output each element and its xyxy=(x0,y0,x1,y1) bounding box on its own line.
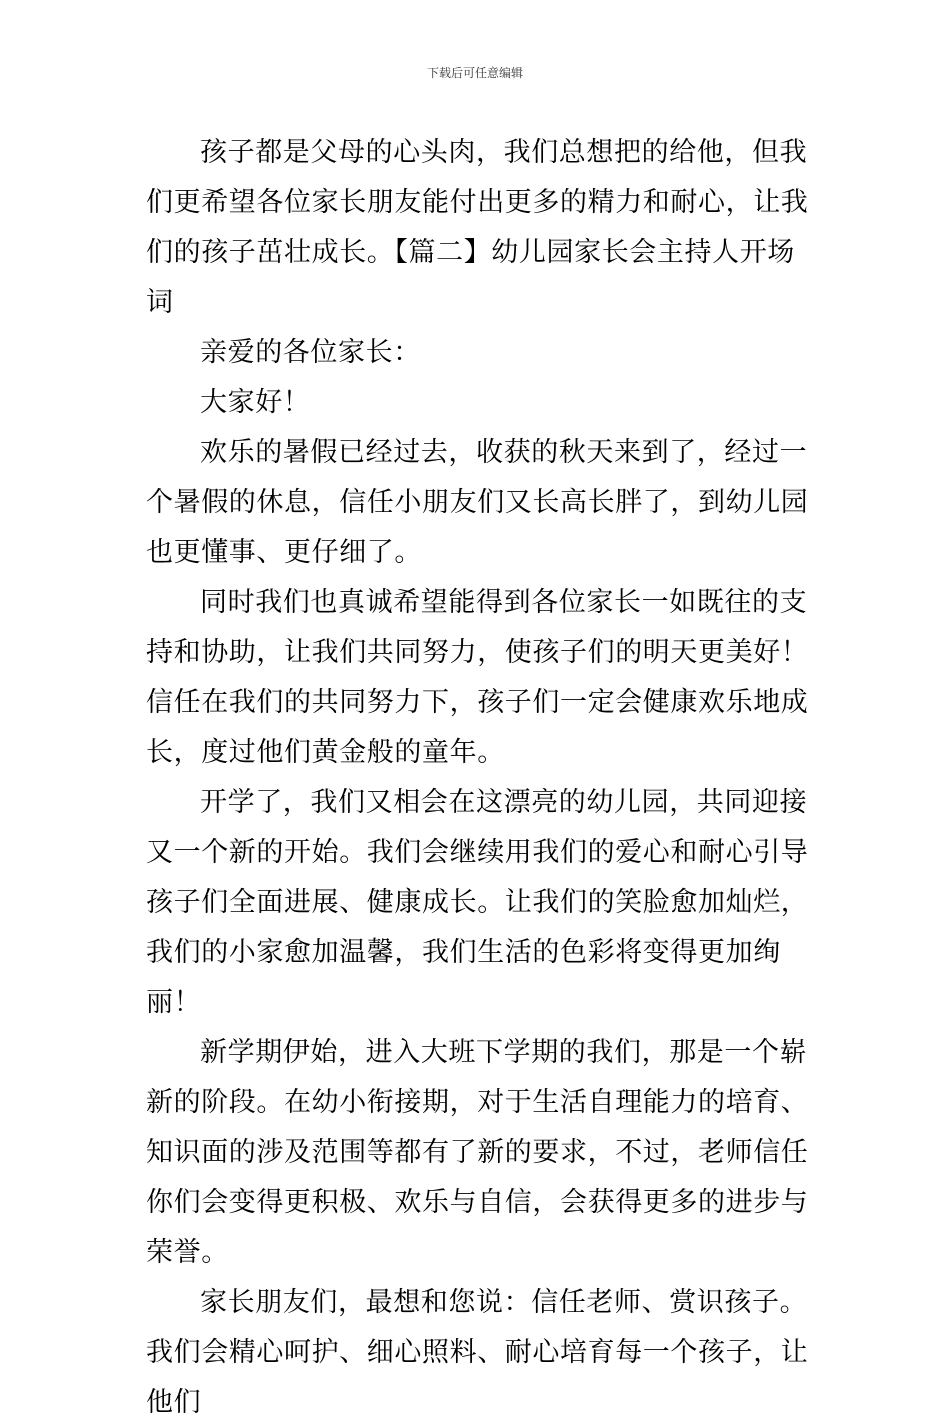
paragraph: 欢乐的暑假已经过去，收获的秋天来到了，经过一个暑假的休息，信任小朋友们又长高长胖了，到幼儿园也更懂事、更仔细了。 xyxy=(146,437,809,568)
paragraph: 大家好！ xyxy=(200,387,311,418)
paragraph: 开学了，我们又相会在这漂亮的幼儿园，共同迎接又一个新的开始。我们会继续用我们的爱心和耐心引导孩子们全面进展、健康成长。让我们的笑脸愈加灿烂，我们的小家愈加温馨，我们生活的色彩将变得更加绚丽！ xyxy=(146,787,809,1018)
header-note: 下载后可任意编辑 xyxy=(426,66,523,80)
paragraph: 孩子都是父母的心头肉，我们总想把的给他，但我们更希望各位家长朋友能付出更多的精力和耐心，让我们的孩子茁壮成长。【篇二】幼儿园家长会主持人开场词 xyxy=(146,137,809,318)
document-body xyxy=(146,128,810,1428)
paragraph: 亲爱的各位家长： xyxy=(200,337,421,368)
paragraph: 新学期伊始，进入大班下学期的我们，那是一个崭新的阶段。在幼小衔接期，对于生活自理能力的培育、知识面的涉及范围等都有了新的要求，不过，老师信任你们会变得更积极、欢乐与自信，会获得更多的进步与荣誉。 xyxy=(146,1037,809,1268)
paragraph: 同时我们也真诚希望能得到各位家长一如既往的支持和协助，让我们共同努力，使孩子们的明天更美好！信任在我们的共同努力下，孩子们一定会健康欢乐地成长，度过他们黄金般的童年。 xyxy=(146,587,809,768)
paragraph: 家长朋友们，最想和您说：信任老师、赏识孩子。我们会精心呵护、细心照料、耐心培育每一个孩子，让他们 xyxy=(146,1287,809,1418)
